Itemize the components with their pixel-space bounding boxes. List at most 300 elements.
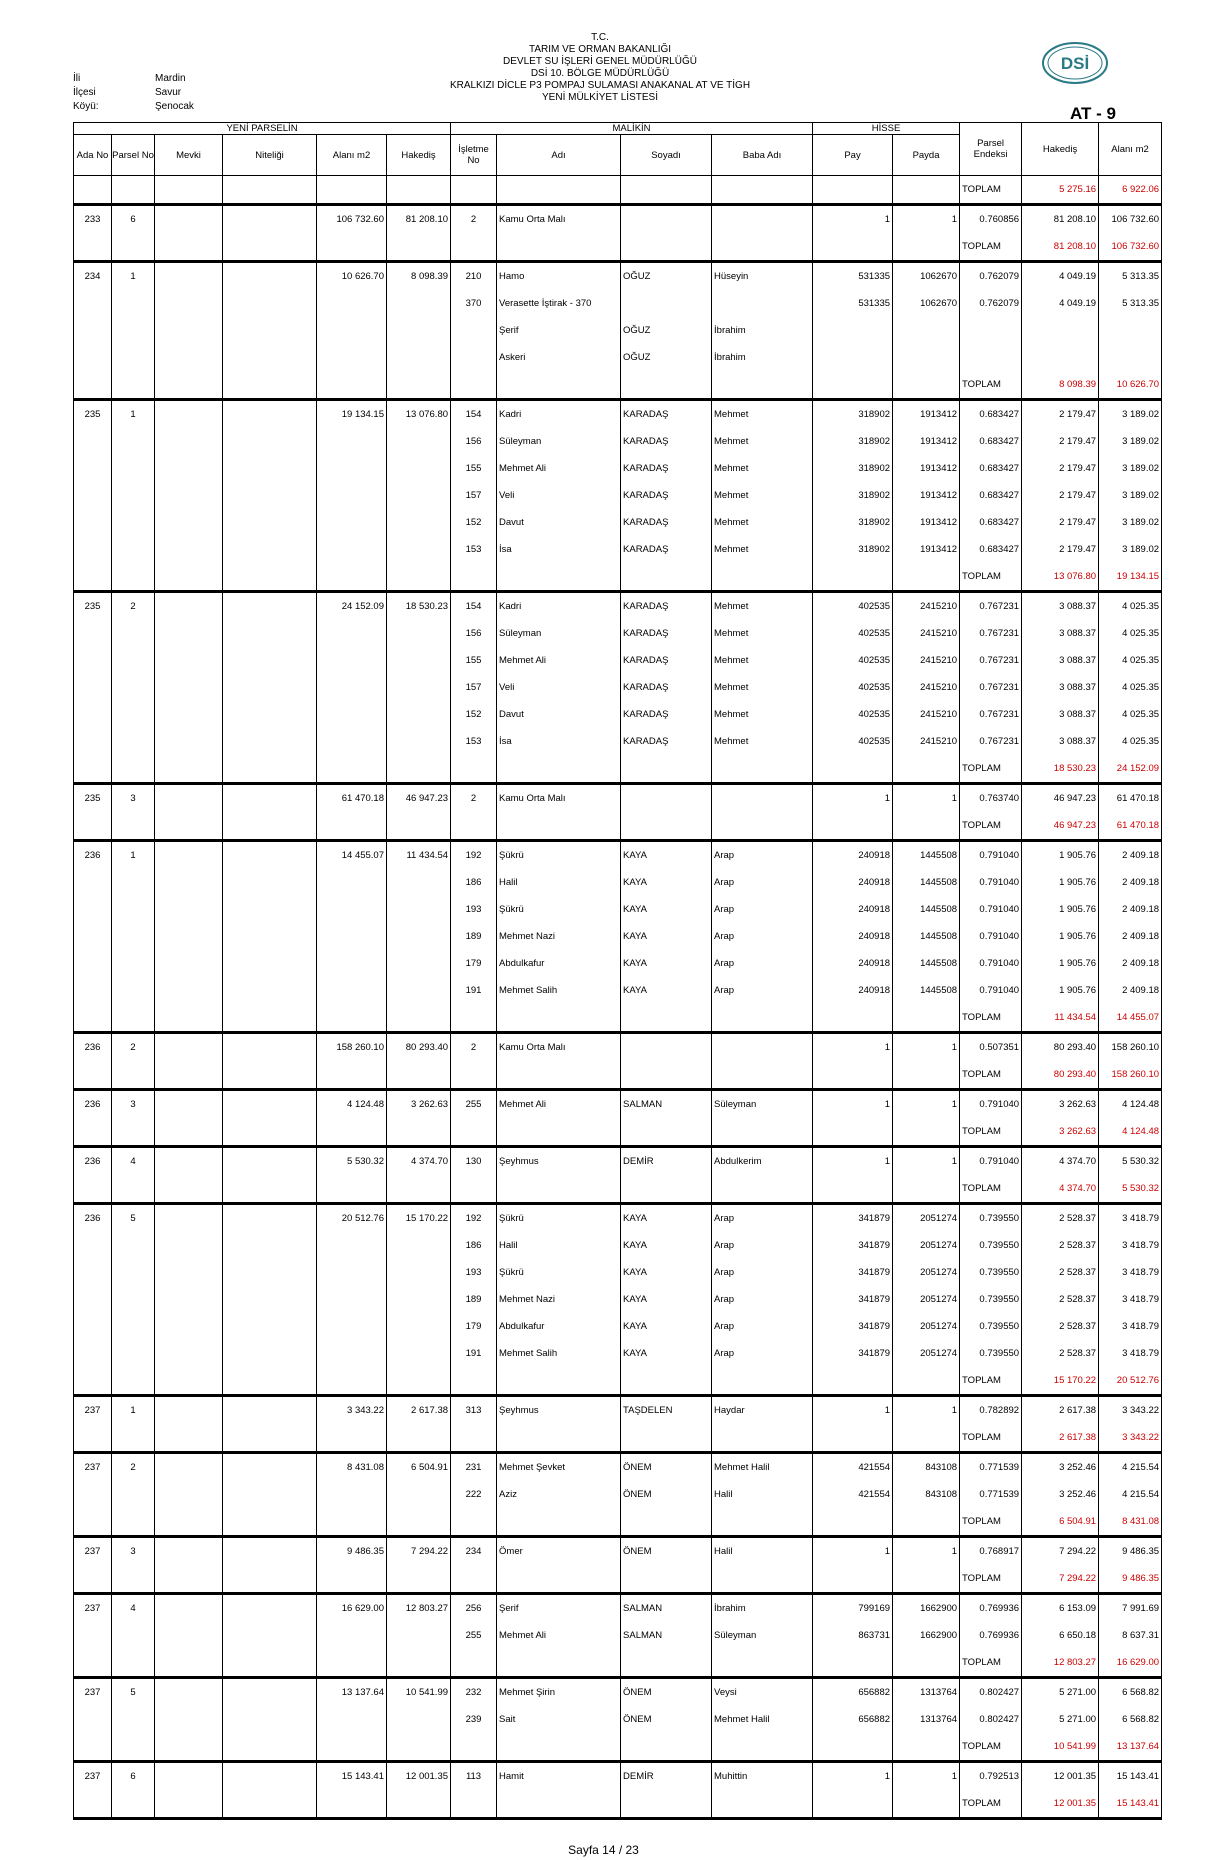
niteligi-cell xyxy=(223,1508,317,1537)
parsel-cell: 1 xyxy=(112,1396,155,1425)
share-hakedis-cell: 3 252.46 xyxy=(1022,1453,1099,1482)
share-hakedis-cell: 4 374.70 xyxy=(1022,1175,1099,1204)
total-label: TOPLAM xyxy=(960,1061,1022,1090)
payda-cell: 1662900 xyxy=(893,1622,960,1649)
owner-name-cell: Veli xyxy=(497,482,621,509)
share-alan-cell: 15 143.41 xyxy=(1099,1762,1162,1791)
hakedis-cell xyxy=(387,1340,451,1367)
pay-cell xyxy=(813,563,893,592)
pay-cell xyxy=(813,1175,893,1204)
isletme-no-cell: 153 xyxy=(451,728,497,755)
hakedis-cell xyxy=(387,509,451,536)
niteligi-cell xyxy=(223,950,317,977)
share-alan-cell: 7 991.69 xyxy=(1099,1594,1162,1623)
endeks-cell: 0.739550 xyxy=(960,1204,1022,1233)
father-name-cell xyxy=(712,1033,813,1062)
hakedis-cell xyxy=(387,869,451,896)
niteligi-cell xyxy=(223,1537,317,1566)
parsel-cell xyxy=(112,428,155,455)
isletme-no-cell: 130 xyxy=(451,1147,497,1176)
mevki-cell xyxy=(155,1118,223,1147)
father-name-cell: Mehmet xyxy=(712,428,813,455)
col-baba: Baba Adı xyxy=(712,135,813,176)
parsel-cell: 5 xyxy=(112,1204,155,1233)
owner-row xyxy=(74,896,1162,923)
parsel-cell xyxy=(112,455,155,482)
owner-name-cell: Davut xyxy=(497,509,621,536)
owner-row xyxy=(74,1537,1162,1566)
share-alan-cell: 3 418.79 xyxy=(1099,1259,1162,1286)
mevki-cell xyxy=(155,755,223,784)
parsel-cell xyxy=(112,1286,155,1313)
isletme-no-cell: 179 xyxy=(451,1313,497,1340)
hakedis-cell: 18 530.23 xyxy=(387,592,451,621)
payda-cell xyxy=(893,1733,960,1762)
owner-name-cell: Hamit xyxy=(497,1762,621,1791)
surname-cell: OĞUZ xyxy=(621,344,712,371)
alan-cell xyxy=(317,1313,387,1340)
isletme-no-cell: 2 xyxy=(451,1033,497,1062)
share-alan-cell: 3 418.79 xyxy=(1099,1204,1162,1233)
ilce-value: Savur xyxy=(155,87,182,98)
share-hakedis-cell: 1 905.76 xyxy=(1022,896,1099,923)
mevki-cell xyxy=(155,728,223,755)
ownership-table xyxy=(73,122,1162,1820)
parsel-cell: 2 xyxy=(112,1033,155,1062)
pay-cell xyxy=(813,1649,893,1678)
isletme-no-cell: 192 xyxy=(451,1204,497,1233)
father-name-cell: Arap xyxy=(712,1259,813,1286)
total-row xyxy=(74,233,1162,262)
payda-cell: 2051274 xyxy=(893,1232,960,1259)
mevki-cell xyxy=(155,1340,223,1367)
header-line: DSİ 10. BÖLGE MÜDÜRLÜĞÜ xyxy=(530,68,670,79)
isletme-no-cell xyxy=(451,1424,497,1453)
payda-cell xyxy=(893,1004,960,1033)
payda-cell: 1445508 xyxy=(893,977,960,1004)
alan-cell xyxy=(317,1649,387,1678)
owner-name-cell: Kamu Orta Malı xyxy=(497,784,621,813)
father-name-cell: Arap xyxy=(712,977,813,1004)
parsel-cell xyxy=(112,509,155,536)
ada-cell xyxy=(74,563,112,592)
pay-cell: 240918 xyxy=(813,923,893,950)
alan-cell xyxy=(317,482,387,509)
alan-cell xyxy=(317,536,387,563)
isletme-no-cell: 154 xyxy=(451,592,497,621)
share-alan-cell: 4 025.35 xyxy=(1099,647,1162,674)
owner-name-cell xyxy=(497,1733,621,1762)
share-alan-cell: 106 732.60 xyxy=(1099,233,1162,262)
pay-cell: 402535 xyxy=(813,674,893,701)
group-malik: MALİKİN xyxy=(451,123,813,135)
share-hakedis-cell: 13 076.80 xyxy=(1022,563,1099,592)
isletme-no-cell: 234 xyxy=(451,1537,497,1566)
total-row xyxy=(74,176,1162,205)
owner-name-cell: Süleyman xyxy=(497,620,621,647)
owner-row xyxy=(74,509,1162,536)
alan-cell: 19 134.15 xyxy=(317,400,387,429)
father-name-cell xyxy=(712,1175,813,1204)
ada-cell: 237 xyxy=(74,1594,112,1623)
alan-cell: 61 470.18 xyxy=(317,784,387,813)
surname-cell: SALMAN xyxy=(621,1622,712,1649)
share-alan-cell: 5 313.35 xyxy=(1099,262,1162,291)
ada-cell xyxy=(74,1175,112,1204)
endeks-cell: 0.767231 xyxy=(960,728,1022,755)
ada-cell: 237 xyxy=(74,1396,112,1425)
father-name-cell: Arap xyxy=(712,896,813,923)
alan-cell xyxy=(317,1367,387,1396)
alan-cell xyxy=(317,317,387,344)
alan-cell xyxy=(317,1424,387,1453)
mevki-cell xyxy=(155,482,223,509)
father-name-cell: Arap xyxy=(712,1204,813,1233)
niteligi-cell xyxy=(223,1259,317,1286)
mevki-cell xyxy=(155,869,223,896)
surname-cell xyxy=(621,563,712,592)
endeks-cell xyxy=(960,317,1022,344)
owner-row xyxy=(74,1453,1162,1482)
ada-cell xyxy=(74,176,112,205)
payda-cell: 2415210 xyxy=(893,647,960,674)
ada-cell: 236 xyxy=(74,1204,112,1233)
owner-name-cell: Hamo xyxy=(497,262,621,291)
niteligi-cell xyxy=(223,755,317,784)
alan-cell xyxy=(317,977,387,1004)
share-alan-cell: 2 409.18 xyxy=(1099,923,1162,950)
isletme-no-cell: 153 xyxy=(451,536,497,563)
total-row xyxy=(74,1004,1162,1033)
surname-cell: KARADAŞ xyxy=(621,728,712,755)
hakedis-cell xyxy=(387,1118,451,1147)
mevki-cell xyxy=(155,592,223,621)
pay-cell: 240918 xyxy=(813,896,893,923)
parsel-cell xyxy=(112,317,155,344)
mevki-cell xyxy=(155,1537,223,1566)
share-hakedis-cell: 6 650.18 xyxy=(1022,1622,1099,1649)
pay-cell xyxy=(813,1004,893,1033)
surname-cell xyxy=(621,1175,712,1204)
share-hakedis-cell: 4 049.19 xyxy=(1022,290,1099,317)
payda-cell: 2051274 xyxy=(893,1204,960,1233)
parsel-cell xyxy=(112,977,155,1004)
share-hakedis-cell: 7 294.22 xyxy=(1022,1565,1099,1594)
father-name-cell: Veysi xyxy=(712,1678,813,1707)
niteligi-cell xyxy=(223,1453,317,1482)
niteligi-cell xyxy=(223,455,317,482)
pay-cell xyxy=(813,755,893,784)
col-hakedis: Hakediş xyxy=(387,135,451,176)
pay-cell xyxy=(813,812,893,841)
niteligi-cell xyxy=(223,1090,317,1119)
col-parsel: Parsel No xyxy=(112,135,155,176)
mevki-cell xyxy=(155,563,223,592)
alan-cell xyxy=(317,620,387,647)
payda-cell: 1062670 xyxy=(893,290,960,317)
endeks-cell: 0.791040 xyxy=(960,923,1022,950)
pay-cell: 341879 xyxy=(813,1204,893,1233)
niteligi-cell xyxy=(223,1649,317,1678)
mevki-cell xyxy=(155,176,223,205)
isletme-no-cell: 152 xyxy=(451,509,497,536)
share-hakedis-cell: 5 271.00 xyxy=(1022,1678,1099,1707)
payda-cell xyxy=(893,563,960,592)
owner-row xyxy=(74,923,1162,950)
endeks-cell: 0.683427 xyxy=(960,482,1022,509)
niteligi-cell xyxy=(223,784,317,813)
owner-name-cell: Askeri xyxy=(497,344,621,371)
surname-cell: KAYA xyxy=(621,1259,712,1286)
mevki-cell xyxy=(155,1033,223,1062)
alan-cell xyxy=(317,563,387,592)
niteligi-cell xyxy=(223,869,317,896)
parsel-cell: 5 xyxy=(112,1678,155,1707)
group-parsel: YENİ PARSELİN xyxy=(74,123,451,135)
hakedis-cell xyxy=(387,1622,451,1649)
niteligi-cell xyxy=(223,1594,317,1623)
mevki-cell xyxy=(155,344,223,371)
share-alan-cell: 106 732.60 xyxy=(1099,205,1162,234)
isletme-no-cell: 255 xyxy=(451,1090,497,1119)
father-name-cell: Mehmet xyxy=(712,701,813,728)
owner-name-cell: İsa xyxy=(497,728,621,755)
parsel-cell xyxy=(112,1481,155,1508)
isletme-no-cell: 232 xyxy=(451,1678,497,1707)
share-hakedis-cell: 3 088.37 xyxy=(1022,620,1099,647)
parsel-cell xyxy=(112,536,155,563)
owner-name-cell xyxy=(497,371,621,400)
mevki-cell xyxy=(155,1622,223,1649)
payda-cell xyxy=(893,1565,960,1594)
surname-cell: KARADAŞ xyxy=(621,455,712,482)
share-alan-cell: 4 215.54 xyxy=(1099,1481,1162,1508)
share-hakedis-cell: 3 252.46 xyxy=(1022,1481,1099,1508)
pay-cell xyxy=(813,1424,893,1453)
share-hakedis-cell: 4 374.70 xyxy=(1022,1147,1099,1176)
owner-name-cell: Mehmet Salih xyxy=(497,977,621,1004)
alan-cell xyxy=(317,1481,387,1508)
parsel-cell: 2 xyxy=(112,1453,155,1482)
pay-cell: 656882 xyxy=(813,1706,893,1733)
share-hakedis-cell: 2 179.47 xyxy=(1022,400,1099,429)
hakedis-cell xyxy=(387,1175,451,1204)
owner-name-cell: Şerif xyxy=(497,1594,621,1623)
share-alan-cell: 61 470.18 xyxy=(1099,812,1162,841)
owner-name-cell xyxy=(497,1175,621,1204)
mevki-cell xyxy=(155,1204,223,1233)
col-soyadi: Soyadı xyxy=(621,135,712,176)
hakedis-cell: 13 076.80 xyxy=(387,400,451,429)
pay-cell: 1 xyxy=(813,1762,893,1791)
endeks-cell: 0.782892 xyxy=(960,1396,1022,1425)
surname-cell xyxy=(621,233,712,262)
alan-cell xyxy=(317,233,387,262)
isletme-no-cell: 256 xyxy=(451,1594,497,1623)
pay-cell xyxy=(813,1508,893,1537)
total-row xyxy=(74,1424,1162,1453)
payda-cell: 2415210 xyxy=(893,674,960,701)
share-hakedis-cell: 10 541.99 xyxy=(1022,1733,1099,1762)
payda-cell: 1313764 xyxy=(893,1706,960,1733)
owner-name-cell: Kamu Orta Malı xyxy=(497,1033,621,1062)
niteligi-cell xyxy=(223,428,317,455)
pay-cell: 1 xyxy=(813,1396,893,1425)
isletme-no-cell: 2 xyxy=(451,784,497,813)
share-hakedis-cell: 11 434.54 xyxy=(1022,1004,1099,1033)
table-body xyxy=(74,176,1162,1819)
niteligi-cell xyxy=(223,923,317,950)
payda-cell: 1913412 xyxy=(893,509,960,536)
pay-cell: 318902 xyxy=(813,509,893,536)
niteligi-cell xyxy=(223,728,317,755)
share-hakedis-cell: 3 088.37 xyxy=(1022,728,1099,755)
niteligi-cell xyxy=(223,701,317,728)
pay-cell xyxy=(813,1733,893,1762)
alan-cell: 4 124.48 xyxy=(317,1090,387,1119)
share-alan-cell: 8 431.08 xyxy=(1099,1508,1162,1537)
share-hakedis-cell: 2 528.37 xyxy=(1022,1313,1099,1340)
isletme-no-cell: 191 xyxy=(451,977,497,1004)
isletme-no-cell xyxy=(451,1061,497,1090)
hakedis-cell xyxy=(387,344,451,371)
isletme-no-cell: 186 xyxy=(451,1232,497,1259)
surname-cell: SALMAN xyxy=(621,1090,712,1119)
hakedis-cell xyxy=(387,728,451,755)
niteligi-cell xyxy=(223,812,317,841)
surname-cell xyxy=(621,1367,712,1396)
father-name-cell: Mehmet Halil xyxy=(712,1706,813,1733)
niteligi-cell xyxy=(223,1678,317,1707)
owner-name-cell xyxy=(497,1565,621,1594)
surname-cell xyxy=(621,784,712,813)
owner-name-cell: Şükrü xyxy=(497,1204,621,1233)
ada-cell: 233 xyxy=(74,205,112,234)
logo-text: DSİ xyxy=(1060,54,1090,73)
pay-cell: 318902 xyxy=(813,400,893,429)
ada-cell: 236 xyxy=(74,841,112,870)
isletme-no-cell: 156 xyxy=(451,428,497,455)
share-alan-cell: 6 568.82 xyxy=(1099,1678,1162,1707)
payda-cell: 2051274 xyxy=(893,1313,960,1340)
isletme-no-cell: 156 xyxy=(451,620,497,647)
share-hakedis-cell: 3 088.37 xyxy=(1022,592,1099,621)
hakedis-cell xyxy=(387,1367,451,1396)
ada-cell: 236 xyxy=(74,1090,112,1119)
alan-cell: 20 512.76 xyxy=(317,1204,387,1233)
niteligi-cell xyxy=(223,563,317,592)
payda-cell: 1 xyxy=(893,1762,960,1791)
owner-name-cell xyxy=(497,233,621,262)
share-alan-cell: 15 143.41 xyxy=(1099,1790,1162,1819)
owner-name-cell: Davut xyxy=(497,701,621,728)
owner-row xyxy=(74,701,1162,728)
mevki-cell xyxy=(155,1313,223,1340)
parsel-cell: 6 xyxy=(112,205,155,234)
surname-cell: KARADAŞ xyxy=(621,482,712,509)
payda-cell: 1 xyxy=(893,205,960,234)
share-alan-cell: 3 343.22 xyxy=(1099,1424,1162,1453)
total-label: TOPLAM xyxy=(960,1175,1022,1204)
owner-row xyxy=(74,1678,1162,1707)
surname-cell xyxy=(621,1649,712,1678)
alan-cell: 14 455.07 xyxy=(317,841,387,870)
hakedis-cell: 81 208.10 xyxy=(387,205,451,234)
share-alan-cell: 19 134.15 xyxy=(1099,563,1162,592)
isletme-no-cell: 370 xyxy=(451,290,497,317)
ada-cell xyxy=(74,290,112,317)
pay-cell: 240918 xyxy=(813,950,893,977)
isletme-no-cell xyxy=(451,1649,497,1678)
owner-row xyxy=(74,674,1162,701)
isletme-no-cell: 155 xyxy=(451,647,497,674)
isletme-no-cell xyxy=(451,1004,497,1033)
parsel-cell xyxy=(112,1175,155,1204)
ada-cell xyxy=(74,1232,112,1259)
endeks-cell: 0.767231 xyxy=(960,674,1022,701)
alan-cell xyxy=(317,1118,387,1147)
father-name-cell: Mehmet Halil xyxy=(712,1453,813,1482)
surname-cell: KARADAŞ xyxy=(621,509,712,536)
hakedis-cell xyxy=(387,647,451,674)
owner-name-cell: Şerif xyxy=(497,317,621,344)
hakedis-cell xyxy=(387,1649,451,1678)
surname-cell: KAYA xyxy=(621,1286,712,1313)
total-row xyxy=(74,1790,1162,1819)
alan-cell xyxy=(317,1790,387,1819)
owner-row xyxy=(74,620,1162,647)
mevki-cell xyxy=(155,1147,223,1176)
share-alan-cell: 2 409.18 xyxy=(1099,841,1162,870)
pay-cell: 1 xyxy=(813,1537,893,1566)
share-alan-cell: 2 409.18 xyxy=(1099,896,1162,923)
father-name-cell xyxy=(712,176,813,205)
il-label: İli xyxy=(73,73,81,84)
endeks-cell: 0.739550 xyxy=(960,1259,1022,1286)
isletme-no-cell: 255 xyxy=(451,1622,497,1649)
parsel-cell xyxy=(112,1424,155,1453)
surname-cell: KAYA xyxy=(621,977,712,1004)
share-hakedis-cell: 6 153.09 xyxy=(1022,1594,1099,1623)
niteligi-cell xyxy=(223,233,317,262)
hakedis-cell xyxy=(387,455,451,482)
mevki-cell xyxy=(155,1649,223,1678)
payda-cell: 2051274 xyxy=(893,1286,960,1313)
alan-cell: 5 530.32 xyxy=(317,1147,387,1176)
share-alan-cell: 24 152.09 xyxy=(1099,755,1162,784)
payda-cell xyxy=(893,344,960,371)
surname-cell xyxy=(621,1508,712,1537)
owner-row xyxy=(74,262,1162,291)
niteligi-cell xyxy=(223,620,317,647)
owner-row xyxy=(74,205,1162,234)
isletme-no-cell: 210 xyxy=(451,262,497,291)
isletme-no-cell xyxy=(451,344,497,371)
parsel-cell xyxy=(112,1565,155,1594)
father-name-cell xyxy=(712,1565,813,1594)
hakedis-cell xyxy=(387,1481,451,1508)
sheet-code: AT - 9 xyxy=(1070,104,1116,123)
surname-cell: SALMAN xyxy=(621,1594,712,1623)
owner-row xyxy=(74,455,1162,482)
alan-cell: 15 143.41 xyxy=(317,1762,387,1791)
alan-cell xyxy=(317,755,387,784)
surname-cell: KARADAŞ xyxy=(621,592,712,621)
niteligi-cell xyxy=(223,482,317,509)
share-alan-cell: 4 025.35 xyxy=(1099,620,1162,647)
parsel-cell xyxy=(112,1061,155,1090)
owner-row xyxy=(74,1396,1162,1425)
